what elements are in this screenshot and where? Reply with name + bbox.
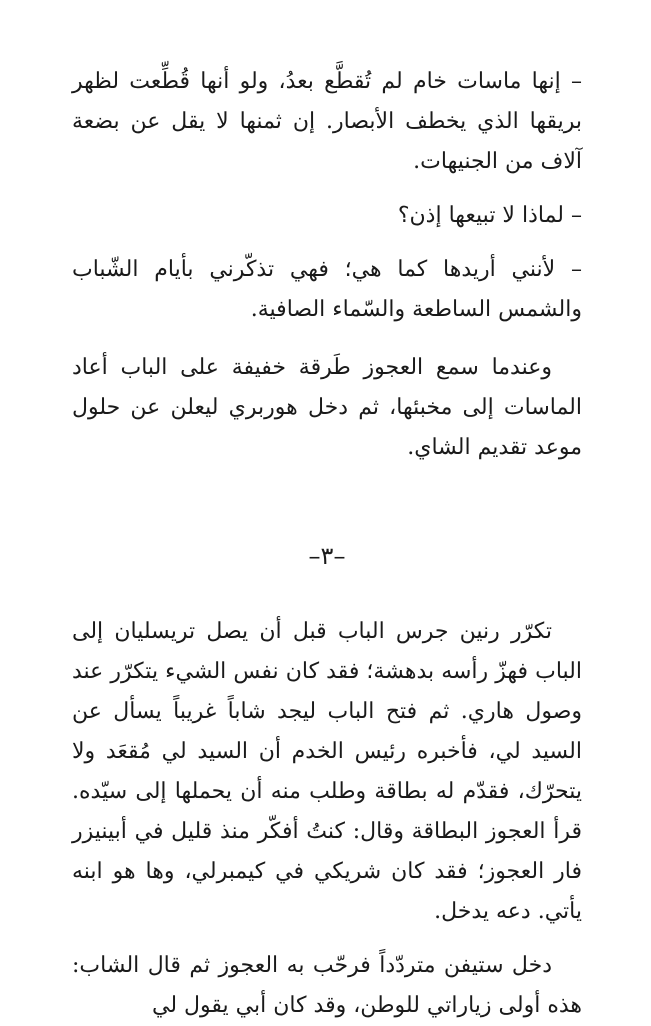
- dialogue-memories: – لأنني أريدها كما هي؛ فهي تذكّرني بأيام الشّباب والشمس الساطعة والسّماء الصافية.: [72, 257, 582, 322]
- dialogue-why-not-sell: – لماذا لا تبيعها إذن؟: [397, 203, 582, 228]
- chapter-heading: –٣–: [308, 542, 346, 570]
- narration-doorbell: تكرّر رنين جرس الباب قبل أن يصل تريسليان إلى الباب فهزّ رأسه بدهشة؛ فقد كان نفس الشيء يتكرّر عند وصول هاري. ثم فتح الباب ليجد شاباً غريباً يسأل عن السيد لي، فأخبره رئيس الخدم أن السيد لي مُقعَد ولا يتحرّك، فقدّم له بطاقة وطلب منه أن يحملها إلى سيّده. قرأ العجوز البطاقة وقال: كنتُ أفكّر منذ قليل في أبينيزر فار العجوز؛ فقد كان شريكي في كيمبرلي، وها هو ابنه يأتي. دعه يدخل.: [72, 619, 582, 924]
- narration-stephen-enters: دخل ستيفن متردّداً فرحّب به العجوز ثم قال الشاب: هذه أولى زياراتي للوطن، وقد كان أبي يقول لي: [72, 953, 582, 1018]
- dialogue-diamonds-value: – إنها ماسات خام لم تُقطَّع بعدُ، ولو أنها قُطِّعت لظهر بريقها الذي يخطف الأبصار. إن ثمنها لا يقل عن بضعة آلاف من الجنيهات.: [72, 69, 582, 174]
- narration-knock: وعندما سمع العجوز طَرقة خفيفة على الباب أعاد الماسات إلى مخبئها، ثم دخل هوربري ليعلن عن حلول موعد تقديم الشاي.: [72, 355, 582, 460]
- book-page: [72, 62, 582, 1026]
